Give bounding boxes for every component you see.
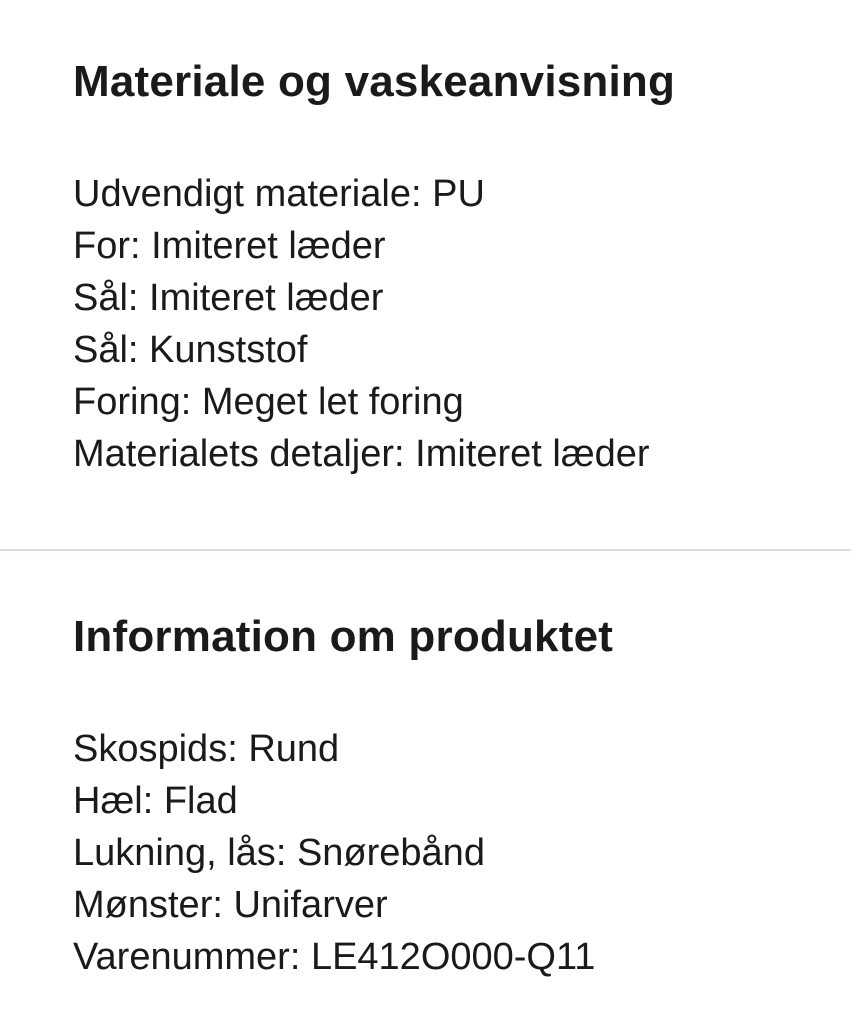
section-divider (0, 549, 851, 551)
attribute-value: Flad (163, 780, 238, 822)
product-info-section (0, 607, 851, 983)
attribute-toe: Skospids: Rund (73, 728, 340, 770)
attribute-closure: Lukning, lås: Snørebånd (73, 832, 485, 874)
product-info-title: Information om produktet (73, 612, 614, 661)
attribute-heel: Hæl: Flad (73, 780, 238, 822)
attribute-value: Imiteret læder (149, 277, 384, 319)
attribute-label: Skospids (73, 728, 228, 770)
attribute-lining-type: Foring: Meget let foring (73, 381, 464, 423)
attribute-value: Imiteret læder (415, 433, 650, 475)
attribute-label: Mønster (73, 884, 213, 926)
material-care-title: Materiale og vaskeanvisning (73, 57, 676, 106)
attribute-label: Materialets detaljer (73, 433, 395, 475)
attribute-label: Hæl (73, 780, 143, 822)
attribute-label: Varenummer (73, 936, 290, 978)
attribute-value: Unifarver (233, 884, 388, 926)
attribute-label: Sål (73, 329, 128, 371)
attribute-sole: Sål: Kunststof (73, 329, 308, 371)
attribute-label: Sål (73, 277, 128, 319)
attribute-value: LE412O000-Q11 (310, 936, 596, 978)
attribute-label: Foring (73, 381, 181, 423)
attribute-value: Rund (248, 728, 340, 770)
material-care-section (0, 52, 851, 480)
attribute-label: For (73, 225, 130, 267)
attribute-value: Imiteret læder (151, 225, 386, 267)
attribute-value: Kunststof (149, 329, 308, 371)
attribute-insole: Sål: Imiteret læder (73, 277, 384, 319)
product-attribute-list (73, 723, 811, 983)
attribute-outer-material: Udvendigt materiale: PU (73, 173, 485, 215)
material-attribute-list (73, 168, 811, 480)
attribute-sku: Varenummer: LE412O000-Q11 (73, 936, 596, 978)
attribute-material-details: Materialets detaljer: Imiteret læder (73, 433, 650, 475)
attribute-pattern: Mønster: Unifarver (73, 884, 388, 926)
attribute-label: Lukning, lås (73, 832, 276, 874)
attribute-value: Snørebånd (296, 832, 485, 874)
attribute-value: Meget let foring (201, 381, 464, 423)
attribute-label: Udvendigt materiale (73, 173, 411, 215)
attribute-value: PU (432, 173, 485, 215)
attribute-lining: For: Imiteret læder (73, 225, 386, 267)
